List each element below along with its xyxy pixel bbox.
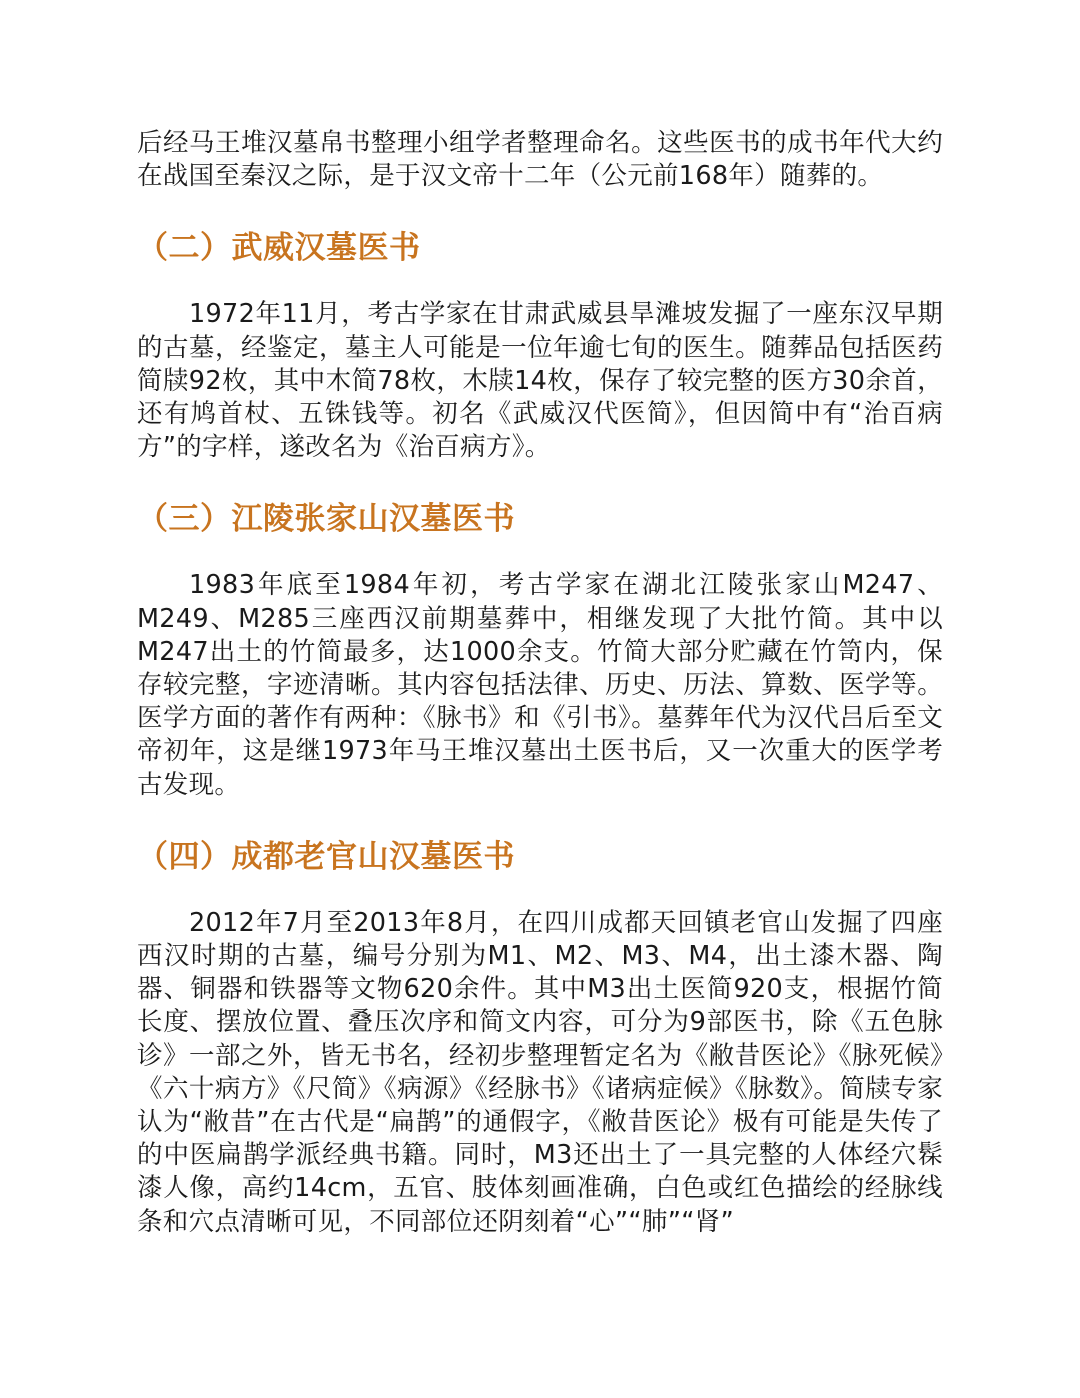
document-page [137, 127, 943, 1239]
section-paragraph-laoguanshan: 2012年7月至2013年8月，在四川成都天回镇老官山发掘了四座西汉时期的古墓，编号分别为M1、M2、M3、M4，出土漆木器、陶器、铜器和铁器等文物620余件。其中M3出土医简920支，根据竹简长度、摆放位置、叠压次序和简文内容，可分为9部医书，除《五色脉诊》一部之外，皆无书名，经初步整理暂定名为《敝昔医论》《脉死候》《六十病方》《尺简》《病源》《经脉书》《诸病症候》《脉数》。简牍专家认为“敝昔”在古代是“扁鹊”的通假字，《敝昔医论》极有可能是失传了的中医扁鹊学派经典书籍。同时，M3还出土了一具完整的人体经穴髹漆人像，高约14cm，五官、肢体刻画准确，白色或红色描绘的经脉线条和穴点清晰可见，不同部位还阴刻着“心”“肺”“肾” [137, 907, 943, 1237]
intro-paragraph: 后经马王堆汉墓帛书整理小组学者整理命名。这些医书的成书年代大约在战国至秦汉之际，是于汉文帝十二年（公元前168年）随葬的。 [137, 128, 943, 192]
section-zhangjiashan [137, 499, 943, 801]
section-paragraph-zhangjiashan: 1983年底至1984年初，考古学家在湖北江陵张家山M247、M249、M285三座西汉前期墓葬中，相继发现了大批竹简。其中以M247出土的竹简最多，达1000余支。竹简大部分贮藏在竹笥内，保存较完整，字迹清晰。其内容包括法律、历史、历法、算数、医学等。医学方面的著作有两种：《脉书》和《引书》。墓葬年代为汉代吕后至文帝初年，这是继1973年马王堆汉墓出土医书后，又一次重大的医学考古发现。 [137, 570, 943, 800]
section-heading-zhangjiashan: （三）江陵张家山汉墓医书 [137, 501, 515, 538]
section-wuwei [137, 228, 943, 464]
section-paragraph-wuwei: 1972年11月，考古学家在甘肃武威县旱滩坡发掘了一座东汉早期的古墓，经鉴定，墓主人可能是一位年逾七旬的医生。随葬品包括医药简牍92枚，其中木简78枚，木牍14枚，保存了较完整的医方30余首，还有鸠首杖、五铢钱等。初名《武威汉代医简》，但因简中有“治百病方”的字样，遂改名为《治百病方》。 [137, 299, 943, 463]
section-heading-wuwei: （二）武威汉墓医书 [137, 230, 421, 267]
section-laoguanshan [137, 837, 943, 1239]
section-heading-laoguanshan: （四）成都老官山汉墓医书 [137, 838, 515, 875]
